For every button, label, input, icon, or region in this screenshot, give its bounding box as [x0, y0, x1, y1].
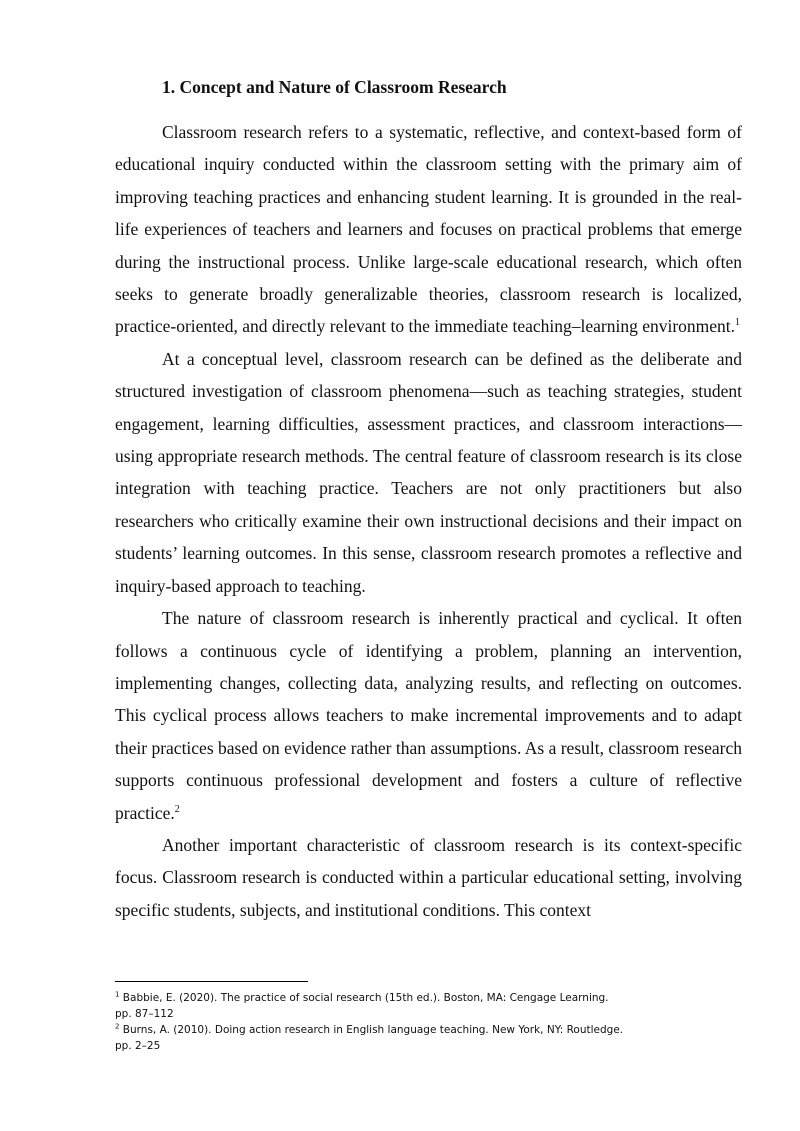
paragraph-text: The nature of classroom research is inherently practical and cyclical. It often follows a continuous cycle of identifying a problem, planning an intervention, implementing changes, collecting data, analyzing results, and reflecting on outcomes. This cyclical process allows teachers to make incremental improvements and to adapt their practices based on evidence rather than assumptions. As a result, classroom research supports continuous professional development and fosters a culture of reflective practice. [115, 608, 742, 823]
footnote [115, 990, 742, 1022]
footnote-pages: pp. 2–25 [115, 1040, 161, 1052]
footnote-text: Babbie, E. (2020). The practice of social research (15th ed.). Boston, MA: Cengage Learning. [119, 992, 609, 1004]
paragraph [115, 343, 742, 602]
paragraph-text: Classroom research refers to a systematic, reflective, and context-based form of educational inquiry conducted within the classroom setting with the primary aim of improving teaching practices and enhancing student learning. It is grounded in the real-life experiences of teachers and learners and focuses on practical problems that emerge during the instructional process. Unlike large-scale educational research, which often seeks to generate broadly generalizable theories, classroom research is localized, practice-oriented, and directly relevant to the immediate teaching–learning environment. [115, 122, 742, 337]
footnote-citation [115, 1022, 742, 1038]
footnote-pages: pp. 87–112 [115, 1008, 174, 1020]
footnotes [115, 990, 742, 1054]
section-heading: 1. Concept and Nature of Classroom Research [162, 77, 507, 97]
footnote-reference[interactable]: 2 [174, 803, 180, 815]
footnote-citation [115, 990, 742, 1006]
footnote-mark: 1 [115, 990, 120, 999]
paragraph [115, 602, 742, 829]
body-text [115, 116, 742, 926]
footnote [115, 1022, 742, 1054]
paragraph-text: At a conceptual level, classroom research can be defined as the deliberate and structured investigation of classroom phenomena—such as teaching strategies, student engagement, learning difficulties, assessment practices, and classroom interactions—using appropriate research methods. The central feature of classroom research is its close integration with teaching practice. Teachers are not only practitioners but also researchers who critically examine their own instructional decisions and their impact on students’ learning outcomes. In this sense, classroom research promotes a reflective and inquiry-based approach to teaching. [115, 348, 742, 596]
footnote-text: Burns, A. (2010). Doing action research in English language teaching. New York, NY: Routledge. [119, 1024, 624, 1036]
footnote-mark: 2 [115, 1022, 120, 1031]
footnote-reference[interactable]: 1 [735, 317, 741, 329]
paragraph-text: Another important characteristic of classroom research is its context-specific focus. Classroom research is conducted within a particular educational setting, involving specific students, subjects, and institutional conditions. This context [115, 834, 742, 920]
paragraph [115, 116, 742, 343]
paragraph [115, 829, 742, 926]
footnote-separator [115, 981, 308, 982]
